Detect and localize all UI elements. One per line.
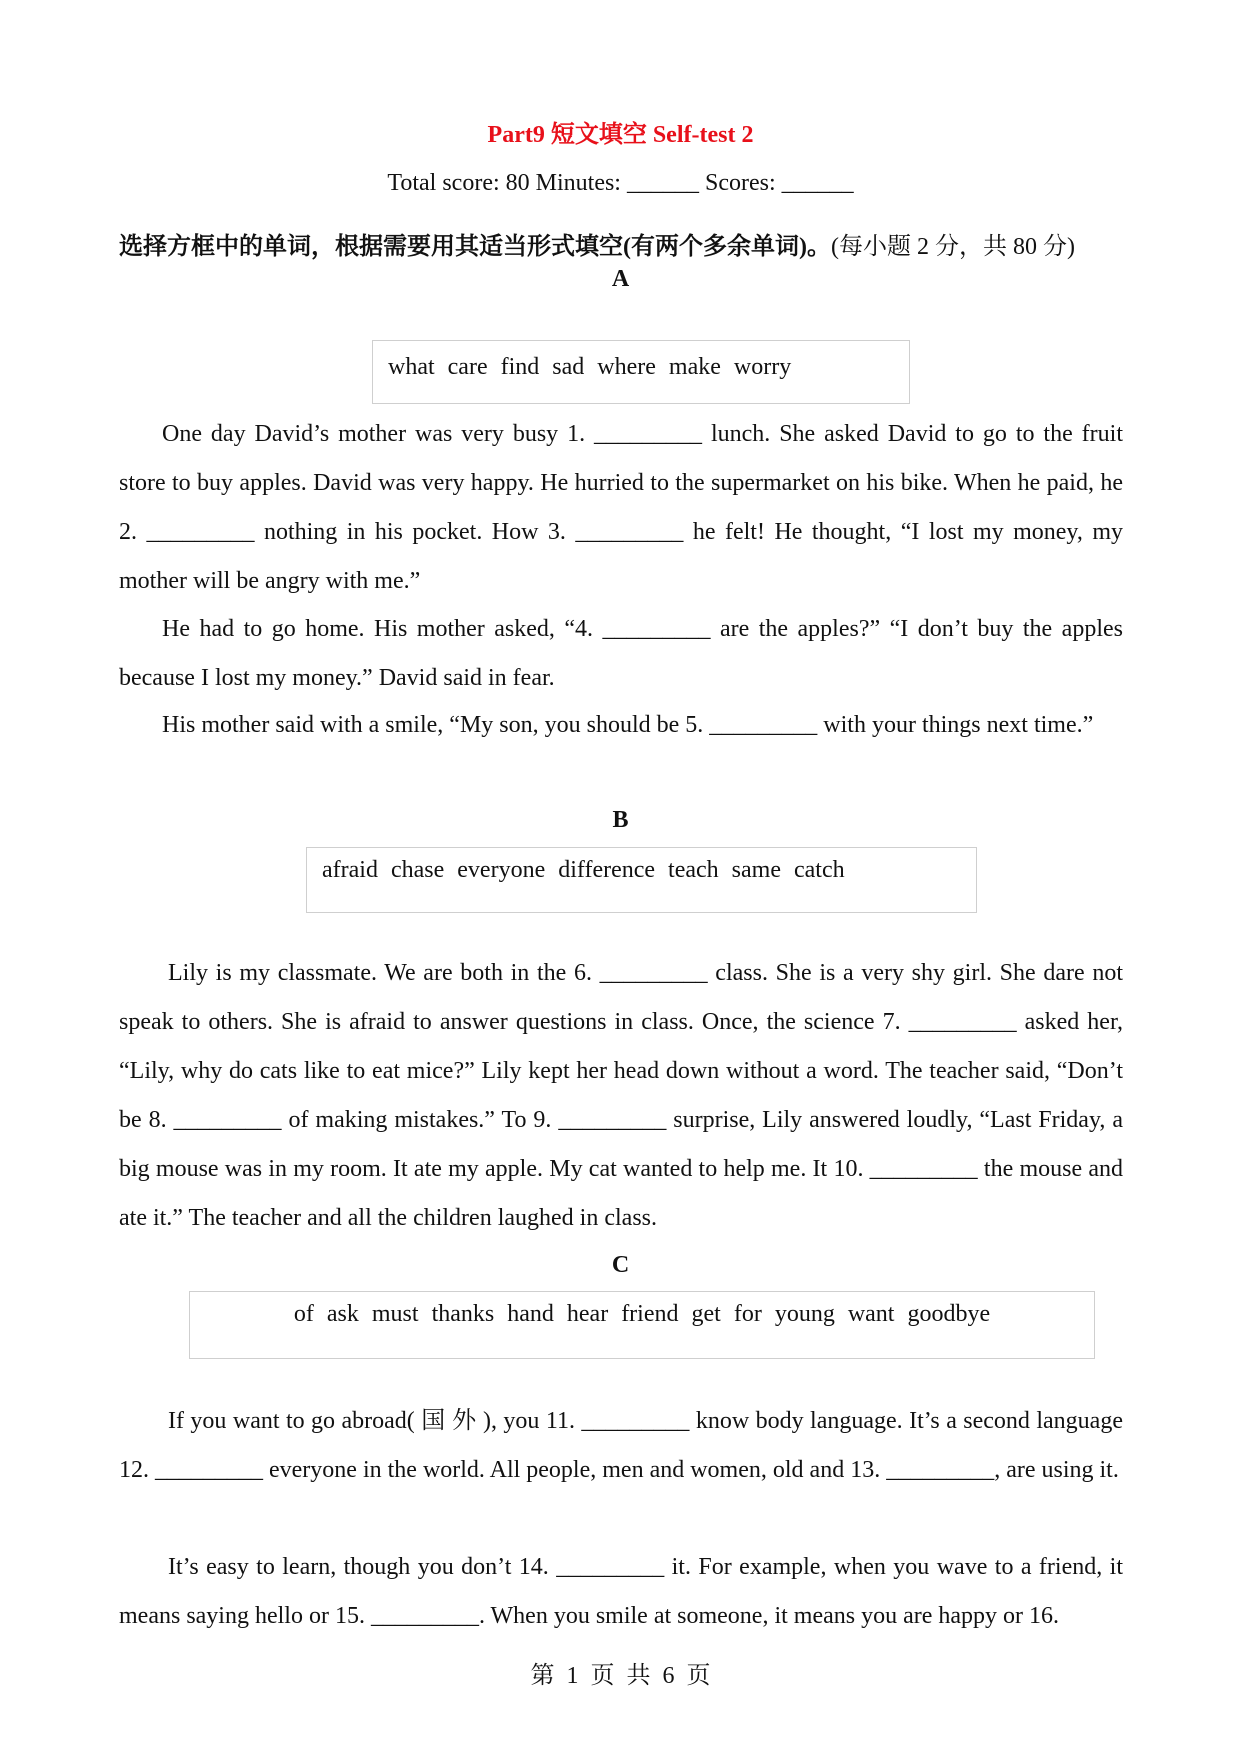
word-item: catch	[793, 857, 845, 883]
word-item: thanks	[431, 1301, 495, 1327]
word-item: teach	[668, 857, 719, 883]
word-item: make	[668, 354, 721, 380]
section-a-word-box	[372, 340, 910, 404]
instructions	[119, 230, 1129, 264]
word-item: hand	[507, 1301, 554, 1327]
section-c-paragraph-1: If you want to go abroad( 国 外 ), you 11. _________ know body language. It’s a second language 12. _________ everyone in the world. All people, men and women, old and 13. _________, are using it.	[119, 1408, 1123, 1483]
section-b-word-box	[306, 847, 977, 913]
word-item: afraid	[322, 857, 378, 883]
word-item: care	[447, 354, 488, 380]
word-item: for	[733, 1301, 762, 1327]
word-item: of	[293, 1301, 314, 1327]
word-item: same	[731, 857, 781, 883]
word-item: want	[847, 1301, 895, 1327]
word-item: difference	[558, 857, 656, 883]
word-item: worry	[733, 354, 792, 380]
word-item: chase	[390, 857, 445, 883]
page-title: Part9 短文填空 Self-test 2	[487, 122, 754, 148]
word-item: young	[774, 1301, 835, 1327]
word-item: sad	[552, 354, 585, 380]
word-item: where	[597, 354, 656, 380]
instructions-bold: 选择方框中的单词，根据需要用其适当形式填空(有两个多余单词)。	[119, 234, 831, 260]
word-item: friend	[621, 1301, 679, 1327]
word-item: goodbye	[907, 1301, 991, 1327]
section-a-paragraph-2: He had to go home. His mother asked, “4. _________ are the apples?” “I don’t buy the apples because I lost my money.” David said in fear.	[119, 616, 1123, 691]
word-item: what	[388, 354, 435, 380]
section-a-label: A	[611, 266, 630, 292]
instructions-points: (每小题 2 分，共 80 分)	[830, 234, 1075, 260]
section-a-paragraph-1: One day David’s mother was very busy 1. _________ lunch. She asked David to go to the fruit store to buy apples. David was very happy. He hurried to the supermarket on his bike. When he paid, he 2. _________ nothing in his pocket. How 3. _________ he felt! He thought, “I lost my money, my mother will be angry with me.”	[119, 421, 1123, 594]
word-item: must	[371, 1301, 419, 1327]
page-footer: 第 1 页 共 6 页	[530, 1663, 711, 1689]
section-a-paragraph-3: His mother said with a smile, “My son, you should be 5. _________ with your things next time.”	[162, 712, 1094, 738]
word-item: hear	[566, 1301, 609, 1327]
section-c-label: C	[611, 1252, 630, 1278]
word-item: ask	[326, 1301, 359, 1327]
section-b-paragraph-1: Lily is my classmate. We are both in the 6. _________ class. She is a very shy girl. She dare not speak to others. She is afraid to answer questions in class. Once, the science 7. _________ asked her, “Lily, why do cats like to eat mice?” Lily kept her head down without a word. The teacher said, “Don’t be 8. _________ of making mistakes.” To 9. _________ surprise, Lily answered loudly, “Last Friday, a big mouse was in my room. It ate my apple. My cat wanted to help me. It 10. _________ the mouse and ate it.” The teacher and all the children laughed in class.	[119, 960, 1123, 1231]
section-b-label: B	[612, 807, 629, 833]
word-item: everyone	[457, 857, 546, 883]
section-c-word-box	[189, 1291, 1095, 1359]
section-c-paragraph-2: It’s easy to learn, though you don’t 14. _________ it. For example, when you wave to a friend, it means saying hello or 15. _________. When you smile at someone, it means you are happy or 16.	[119, 1554, 1123, 1629]
score-line: Total score: 80 Minutes: ______ Scores: ______	[387, 170, 854, 196]
word-item: find	[500, 354, 540, 380]
word-item: get	[691, 1301, 721, 1327]
